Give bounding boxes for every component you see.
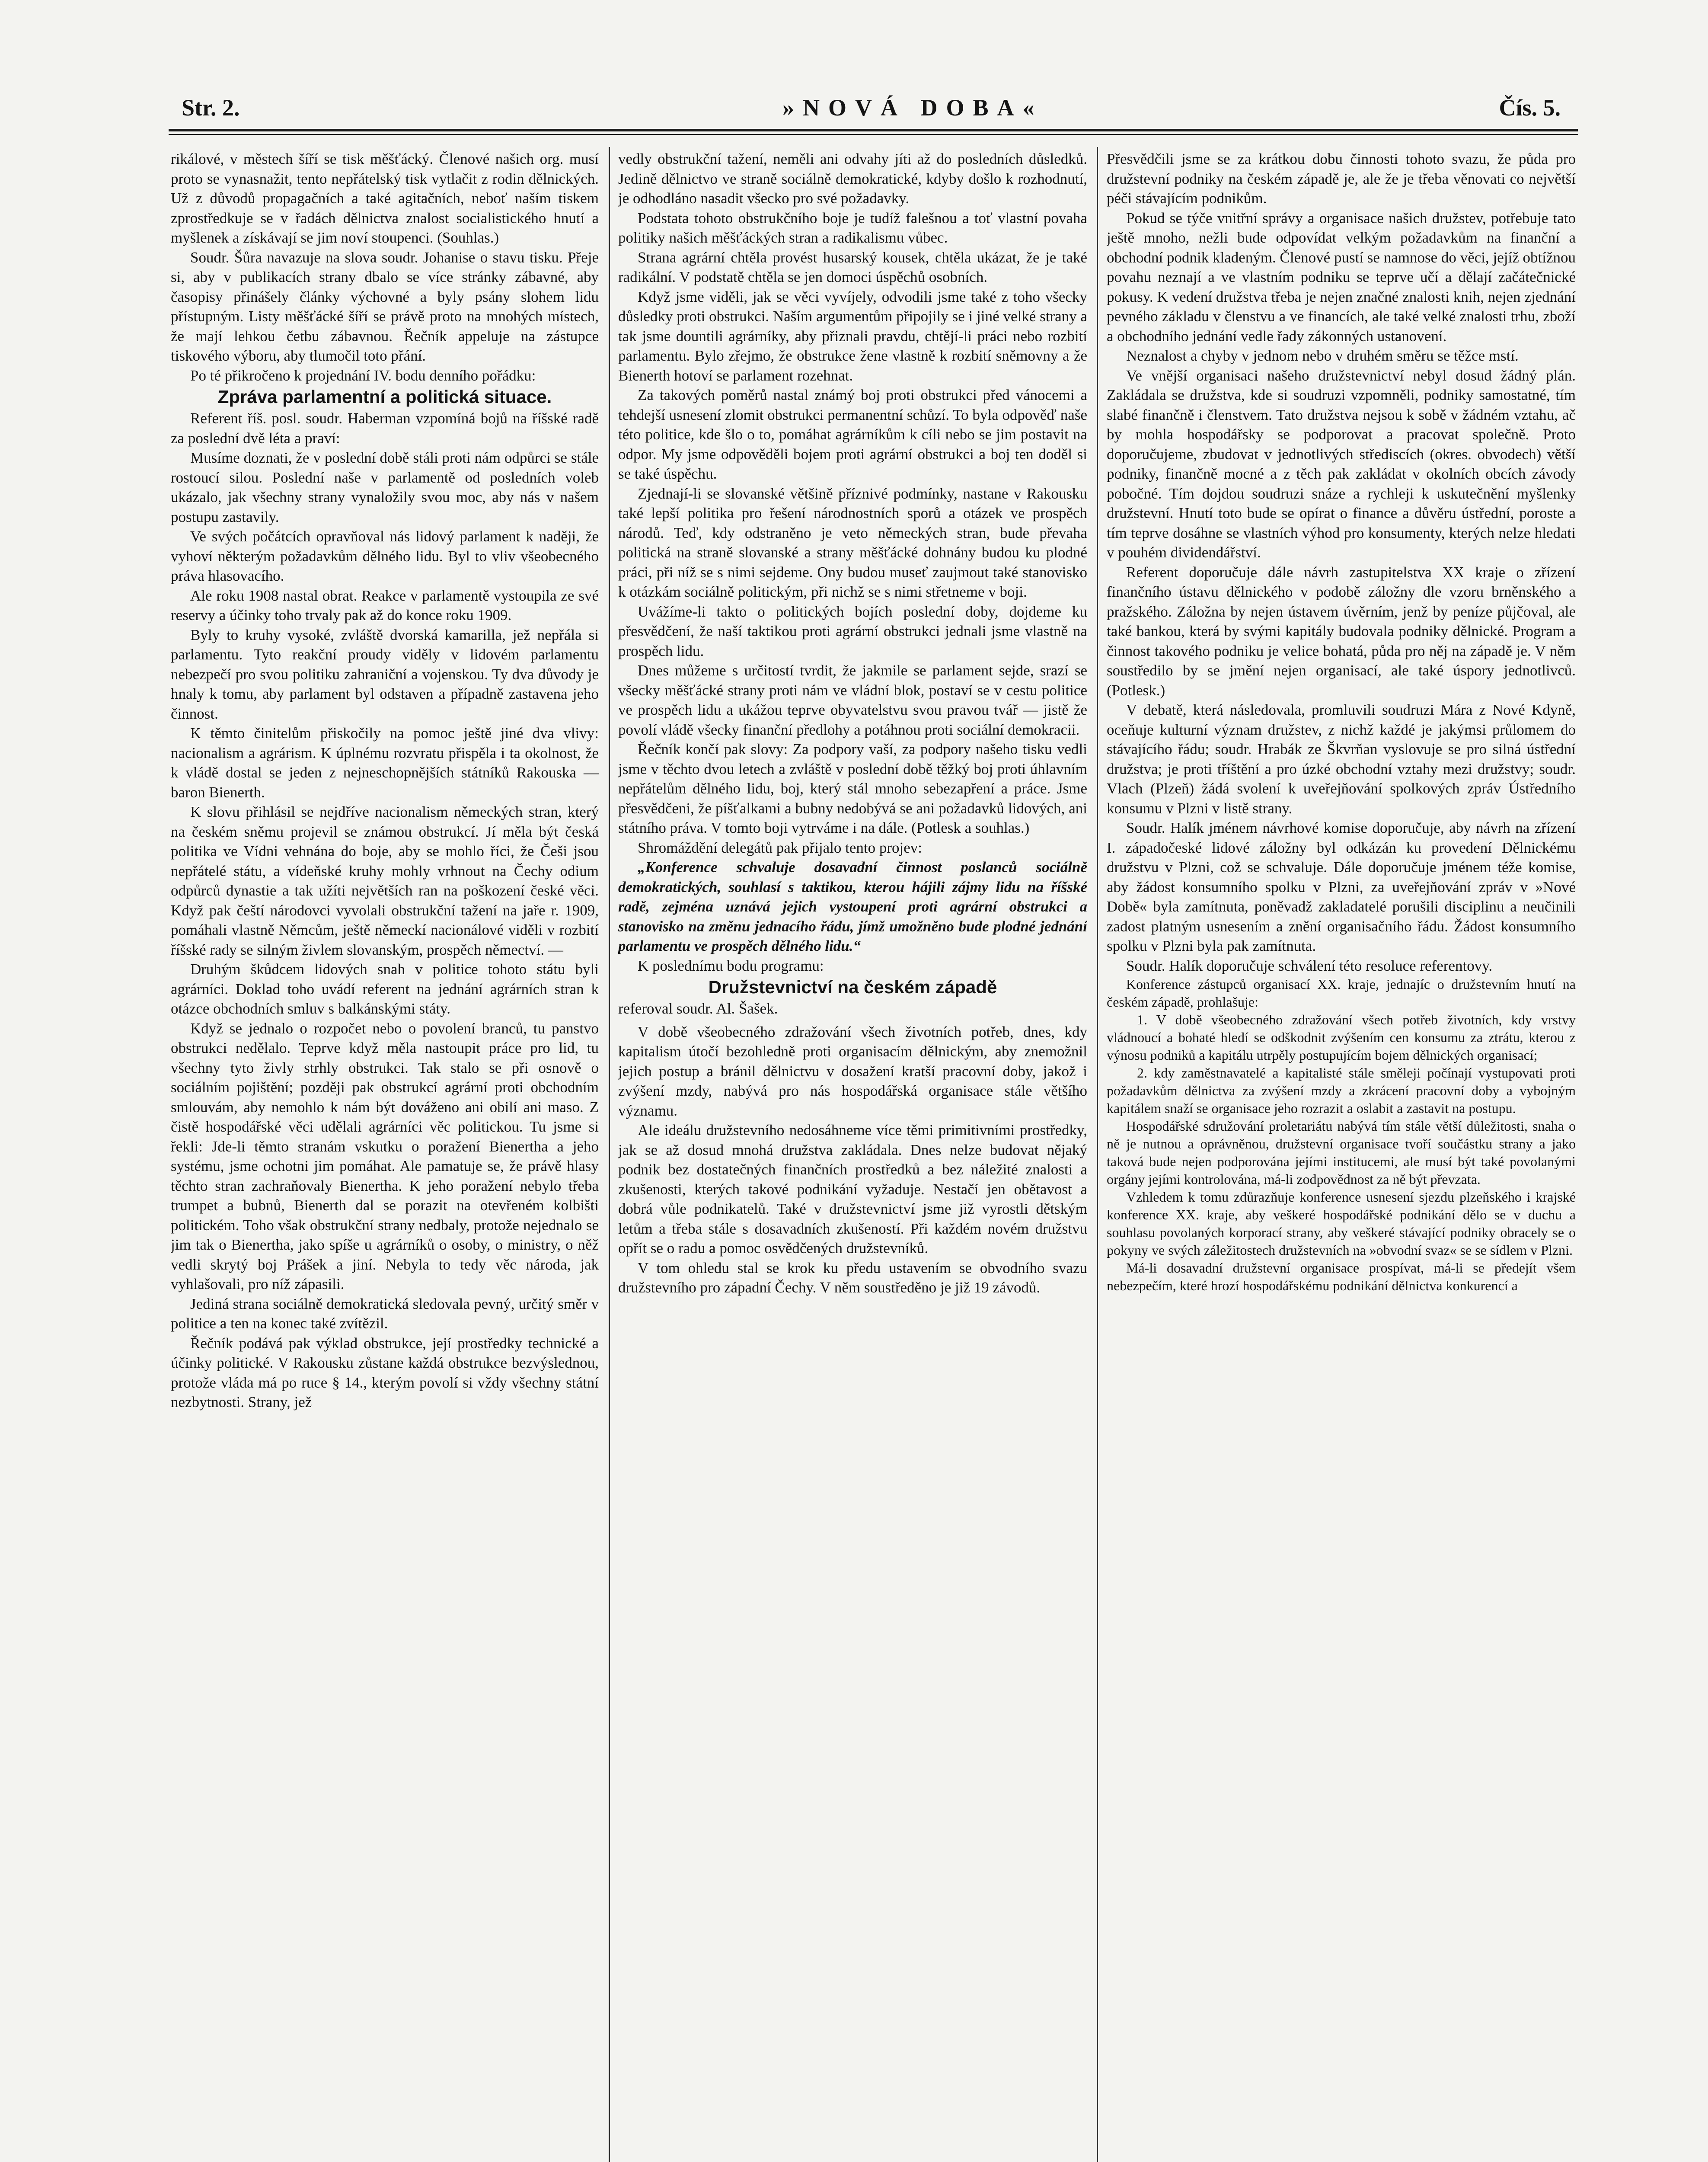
paragraph: vedly obstrukční tažení, neměli ani odvahy jíti až do posledních důsledků. Jedině dělnictvo ve straně sociálně demokratické, kdyby došlo k rozhodnutí, je odhodláno nasadit všecko pro své požadavky. xyxy=(618,150,1087,207)
paragraph: Ale roku 1908 nastal obrat. Reakce v parlamentě vystoupila ze své reservy a účinky toho trvaly pak až do konce roku 1909. xyxy=(171,587,599,624)
column-2 xyxy=(618,149,1087,2162)
paragraph: Ve svých počátcích opravňoval nás lidový parlament k naději, že vyhoví některým požadavkům dělného lidu. Byl to vliv všeobecného práva hlasovacího. xyxy=(171,528,599,584)
paragraph: Má-li dosavadní družstevní organisace prospívat, má-li se předejít všem nebezpečím, které hrozí hospodářskému podnikání dělnictva konkurencí a xyxy=(1107,1260,1576,1293)
section-title-cooperatives: Družstevnictví na českém západě xyxy=(708,977,997,997)
paragraph: Řečník podává pak výklad obstrukce, její prostředky technické a účinky politické. V Rakousku zůstane každá obstrukce bezvýslednou, protože vláda má po ruce § 14., kterým povolí si vždy všechny státní nezbytnosti. Strany, jež xyxy=(171,1334,599,1410)
section-subtitle: referoval soudr. Al. Šašek. xyxy=(618,1000,778,1017)
paragraph: V tom ohledu stal se krok ku předu ustavením se obvodního svazu družstevního pro západní Čechy. V něm soustředěno je již 19 závodů. xyxy=(618,1259,1087,1296)
issue-number: Čís. 5. xyxy=(1499,95,1561,121)
paragraph: Jediná strana sociálně demokratická sledovala pevný, určitý směr v politice a ten na konec také zvítězil. xyxy=(171,1295,599,1332)
paragraph: Konference zástupců organisací XX. kraje, jednajíc o družstevním hnutí na českém západě, prohlašuje: xyxy=(1107,976,1576,1010)
column-1 xyxy=(171,149,599,2162)
column-divider-2 xyxy=(1097,147,1098,2162)
paragraph: Uvážíme-li takto o politických bojích poslední doby, dojdeme ku přesvědčení, že naší taktikou proti agrární obstrukci jednali jsme vlastně na prospěch lidu. xyxy=(618,603,1087,659)
column-3 xyxy=(1107,149,1576,2162)
paragraph: Strana agrární chtěla provést husarský kousek, chtěla ukázat, že je také radikální. V podstatě chtěla se jen domoci úspěchů osobních. xyxy=(618,249,1087,285)
header-rule xyxy=(169,129,1578,131)
paragraph: Hospodářské sdružování proletariátu nabývá tím stále větší důležitosti, snaha o ně je nutnou a oprávněnou, družstevní organisace tvoří součástku strany a jako taková bude nejen podporována jejími institucemi, ale musí být také povolanými orgány jejími kontrolována, má-li zodpovědnost za ně být převzata. xyxy=(1107,1118,1576,1187)
newspaper-title: »NOVÁ DOBA« xyxy=(782,95,1043,121)
list-item: 2. kdy zaměstnavatelé a kapitalisté stále směleji počínají vystupovati proti požadavkům dělnictva za zvýšení mzdy a zkrácení pracovní doby a vybojným kapitálem snaží se organisace jeho rozrazit a oslabit a zastavit na postupu. xyxy=(1107,1065,1576,1116)
section-title-parliament: Zpráva parlamentní a politická situace. xyxy=(217,387,552,407)
page-header xyxy=(169,90,1574,125)
paragraph: Musíme doznati, že v poslední době stáli proti nám odpůrci se stále rostoucí silou. Poslední naše v parlamentě od posledních voleb ukázalo, jak všechny strany vynaložily svou moc, aby nás v našem postupu zastavily. xyxy=(171,449,599,525)
paragraph: Dnes můžeme s určitostí tvrdit, že jakmile se parlament sejde, srazí se všecky měšťácké strany proti nám ve vládní blok, postaví se v cestu politice ve prospěch lidu a ukážou teprve obyvatelstvu svou pravou tvář — jistě že povolí vládě všecky finanční předlohy a potáhnou proti sociální demokracii. xyxy=(618,662,1087,738)
paragraph: Po té přikročeno k projednání IV. bodu denního pořádku: xyxy=(190,367,536,384)
paragraph: Neznalost a chyby v jednom nebo v druhém směru se těžce mstí. xyxy=(1126,347,1519,364)
paragraph: V době všeobecného zdražování všech životních potřeb, dnes, kdy kapitalism útočí bezohledně proti organisacím dělnickým, aby znemožnil jejich postup a bránil dělnictvu v dosažení kratší pracovní doby, jakož i zvýšení mzdy, nabývá pro nás hospodářská organisace stále většího významu. xyxy=(618,1023,1087,1119)
paragraph: rikálové, v městech šíří se tisk měšťácký. Členové našich org. musí proto se vynasnažit, tento nepřátelský tisk vytlačit z rodin dělnických. Už z důvodů propagačních a také agitačních, neboť naším tiskem zprostředkuje se v řadách dělnictva znalost socialistického hnutí a myšlenek a získávají se jim noví stoupenci. (Souhlas.) xyxy=(171,150,599,246)
paragraph: Soudr. Halík doporučuje schválení této resoluce referentovy. xyxy=(1126,957,1493,974)
paragraph: Soudr. Halík jménem návrhové komise doporučuje, aby návrh na zřízení I. západočeské lidové záložny byl odkázán ku provedení Dělnickému družstvu v Plzni, což se schvaluje. Dále doporučuje jménem téže komise, aby žádost konsumního spolku v Plzni, za uveřejňování zpráv v »Nové Době« byla zamítnuta, poněvadž zakladatelé porušili disciplinu a neučinili zadost platným usnesením a znění organisačního řádu. Žádost konsumního spolku v Plzni byla pak zamítnuta. xyxy=(1107,819,1576,954)
paragraph: Vzhledem k tomu zdůrazňuje konference usnesení sjezdu plzeňského i krajské konference XX. kraje, aby veškeré hospodářské podnikání dělo se v duchu a souhlasu povolaných korporací strany, aby veškeré stávající podniky obracely se o pokyny ve svých záležitostech družstevních na »obvodní svaz« se se sídlem v Plzni. xyxy=(1107,1189,1576,1258)
header-rule-thin xyxy=(169,134,1578,135)
resolution-block xyxy=(1107,975,1576,1295)
paragraph: Podstata tohoto obstrukčního boje je tudíž falešnou a toť vlastní povaha politiky našich měšťáckých stran a radikalismu vůbec. xyxy=(618,209,1087,246)
paragraph: Řečník končí pak slovy: Za podpory vaší, za podpory našeho tisku vedli jsme v těchto dvou letech a zvláště v poslední době těžký boj proti úhlavním nepřátelům dělného lidu, boj, který stál mnoho sebezapření a práce. Jsme přesvědčeni, že píšťalkami a bubny nedobývá se ani požadavků lidových, ani státního práva. V tomto boji vytrváme i na dále. (Potlesk a souhlas.) xyxy=(618,741,1087,836)
paragraph: Když se jednalo o rozpočet nebo o povolení branců, tu panstvo obstrukci nedělalo. Teprve když měla nastoupit práce pro lid, tu všechny tyto živly strhly obstrukci. Tak stalo se při osnově o sociálním pojištění; později pak obstrukcí agrární proti obchodním smlouvám, aby nemohlo k nám být dováženo ani obilí ani maso. Z čistě hospodářské věci udělali agrárníci věc politickou. Tu jsme si řekli: Jde-li těmto stranám vskutku o poražení Bienertha a jeho systému, jsme ochotni jim pomáhat. Ale pamatuje se, že právě hlasy těchto stran zachraňovaly Bienertha. K jeho poražení nebylo třeba trumpet a bubnů, Bienerth dal se porazit na otevřeném kolbišti politickém. Toho však obstrukční strany nedbaly, protože nejednalo se jim tak o Bienertha, jako spíše u agrárníků o osoby, o ministry, o něž vedli skrytý boj Prášek a jiní. Nebyla to tedy věc národa, jak vyhlašovali, pro níž zápasili. xyxy=(171,1020,599,1292)
column-divider-1 xyxy=(609,147,610,2162)
paragraph: K slovu přihlásil se nejdříve nacionalism německých stran, který na českém sněmu projevil se známou obstrukcí. Jí měla být česká politika ve Vídni vehnána do boje, aby se mohlo říci, že Češi jsou nepřátelé státu, a vídeňské kruhy mohly vrhnout na Čechy odium odpůrců dynastie a tak užíti největších ran na poškození české věci. Když pak čeští národovci vyvolali obstrukční tažení na jaře r. 1909, pomáhali vlastně Němcům, ještě německí nacionálové viděli v rozbití říšské rady se silným živlem slovanským, prospěch němectví. — xyxy=(171,803,599,958)
paragraph: Byly to kruhy vysoké, zvláště dvorská kamarilla, jež nepřála si parlamentu. Tyto reakční proudy viděly v lidovém parlamentu nebezpečí pro svou politiku zahraniční a vojenskou. Ty dva důvody je hnaly k tomu, aby parlament byl odstaven a případně zastavena jeho činnost. xyxy=(171,626,599,722)
paragraph: K těmto činitelům přiskočily na pomoc ještě jiné dva vlivy: nacionalism a agrárism. K úplnému rozvratu přispěla i ta okolnost, že k vládě dostal se jeden z nejneschopnějších státníků Rakouska — baron Bienerth. xyxy=(171,725,599,801)
paragraph: Referent doporučuje dále návrh zastupitelstva XX kraje o zřízení finančního ústavu dělnického v podobě záložny dle vzoru brněnského a pražského. Záložna by nejen ústavem úvěrním, jenž by peníze půjčoval, ale také bankou, která by svými kapitály budovala podniky dělnické. Program a činnost takového podniku je velice bohatá, půda pro něj na západě je. V něm soustředilo by se jmění nejen organisací, ale také úspory jednotlivců. (Potlesk.) xyxy=(1107,563,1576,699)
paragraph: Ve vnější organisaci našeho družstevnictví nebyl dosud žádný plán. Zakládala se družstva, kde si soudruzi vzpomněli, podniky samostatné, tím slabé finančně i členstvem. Tato družstva nejsou k sobě v žádném vztahu, ač by mohla hospodářsky se podporovat a pracovat společně. Proto doporučujeme, zbudovat v jednotlivých střediscích (okres. obvodech) větší podniky, finančně mocné a z těch pak zakládat v okolních obcích závody pobočné. Tím dojdou soudruzi snáze a rychleji k uskutečnění myšlenky družstevní. Hnutí toto bude se opírat o finance a důvěru ústřední, poroste a tím teprve dosáhne se vlastních výhod pro konsumenty, kterých nelze hledati v pouhém dividendářství. xyxy=(1107,367,1576,561)
paragraph: Druhým škůdcem lidových snah v politice tohoto státu byli agrárníci. Doklad toho uvádí referent na jednání agrárních stran k otázce obchodních smluv s balkánskými státy. xyxy=(171,961,599,1017)
resolution-text: „Konference schvaluje dosavadní činnost poslanců sociálně demokratických, souhlasí s taktikou, kterou hájili zájmy lidu na říšské radě, zejména uznává jejich vystoupení proti agrární obstrukci a stanovisko na změnu jednacího řádu, jímž umožněno bude plodné jednání parlamentu ve prospěch dělného lidu.“ xyxy=(618,859,1087,954)
paragraph: Za takových poměrů nastal známý boj proti obstrukci před vánocemi a tehdejší usnesení zlomit obstrukci permanentní schůzí. To byla odpověď naše této politice, kde šlo o to, pomáhat agrárníkům k cíli nebo se jim postavit na odpor. My jsme odpověděli bojem proti agrární obstrukci a boj ten doděl si se také úspěchu. xyxy=(618,387,1087,482)
page-number: Str. 2. xyxy=(182,95,240,121)
paragraph: Ale ideálu družstevního nedosáhneme více těmi primitivními prostředky, jak se až dosud mnohá družstva zakládala. Dnes nelze budovat nějaký podnik bez dostatečných finančních prostředků a bez náležité znalosti a zkušenosti, kterých takové podnikání vyžaduje. Nestačí jen obětavost a dobrá vůle podnikatelů. Také v družstevnictví jsme již vyrostli dětským letům a třeba stále s dosavadních zkušeností. Při každém novém družstvu opřít se o radu a pomoc osvědčených družstevníků. xyxy=(618,1122,1087,1257)
paragraph: Soudr. Šůra navazuje na slova soudr. Johanise o stavu tisku. Přeje si, aby v publikacích strany dbalo se více stránky zábavné, aby časopisy přinášely články výchovné a byly psány slohem lidu přístupným. Listy měšťácké šíří se právě proto na mnohých místech, že mají lehkou četbu zábavnou. Řečník appeluje na zástupce tiskového výboru, aby tlumočil toto přání. xyxy=(171,249,599,364)
paragraph: V debatě, která následovala, promluvili soudruzi Mára z Nové Kdyně, oceňuje kulturní význam družstev, z nichž každé je jakýmsi průlomem do stávajícího řádu; soudr. Hrabák ze Škvrňan vyslovuje se pro silná ústřední družstva; je proti tříštění a pro úzké obchodní vztahy mezi družstvy; soudr. Vlach (Plzeň) žádá svolení k uveřejňování spolkových zpráv Ústředního konsumu v Plzni v listě strany. xyxy=(1107,701,1576,817)
paragraph: Shromáždění delegátů pak přijalo tento projev: xyxy=(638,839,922,856)
paragraph: Přesvědčili jsme se za krátkou dobu činnosti tohoto svazu, že půda pro družstevní podniky na českém západě je, ale že je třeba věnovati co největší péči stávajícím podnikům. xyxy=(1107,150,1576,207)
paragraph: Když jsme viděli, jak se věci vyvíjely, odvodili jsme také z toho všecky důsledky proti obstrukci. Naším argumentům připojily se i jiné velké strany a tak jsme dountili agrárníky, aby přiznali pravdu, chtějí-li práci nebo rozbití parlamentu. Bylo zřejmo, že obstrukce žene vlastně k rozbití sněmovny a že Bienerth hotoví se parlament rozehnat. xyxy=(618,288,1087,384)
paragraph: Zjednají-li se slovanské většině příznivé podmínky, nastane v Rakousku také lepší politika pro řešení národnostních sporů a otázek ve prospěch národů. Teď, kdy odstraněno je veto německých stran, bude převaha politická na straně slovanské a strany měšťácké dohnány budou ku plodné práci, při níž se s nimi sejdeme. Ony budou museť zaujmout také stanovisko k otázkám sociálně politickým, při nichž se s nimi střetneme v boji. xyxy=(618,485,1087,600)
list-item: 1. V době všeobecného zdražování všech potřeb životních, kdy vrstvy vládnoucí a bohaté hledí se odškodnit zvýšením cen konsumu za ztrátu, kterou z výnosu podniků a kapitálu utrpěly postupujícím bojem dělnických organisací; xyxy=(1107,1012,1576,1063)
paragraph: Referent říš. posl. soudr. Haberman vzpomíná bojů na říšské radě za poslední dvě léta a praví: xyxy=(171,410,599,447)
paragraph: K poslednímu bodu programu: xyxy=(638,957,824,974)
paragraph: Pokud se týče vnitřní správy a organisace našich družstev, potřebuje tato ještě mnoho, nežli bude odpovídat velkým požadavkům na finanční a obchodní podnik kladeným. Členové pustí se namnose do věci, jejíž obtížnou povahu neznají a ve vlastním podniku se teprve učí a dělají začátečnické pokusy. K vedení družstva třeba je nejen značné znalosti knih, nejen zjednání pevného základu v členstvu a ve financích, ale také velké znalosti trhu, zboží a obchodního jednání vedle řady zákonných ustanovení. xyxy=(1107,209,1576,345)
